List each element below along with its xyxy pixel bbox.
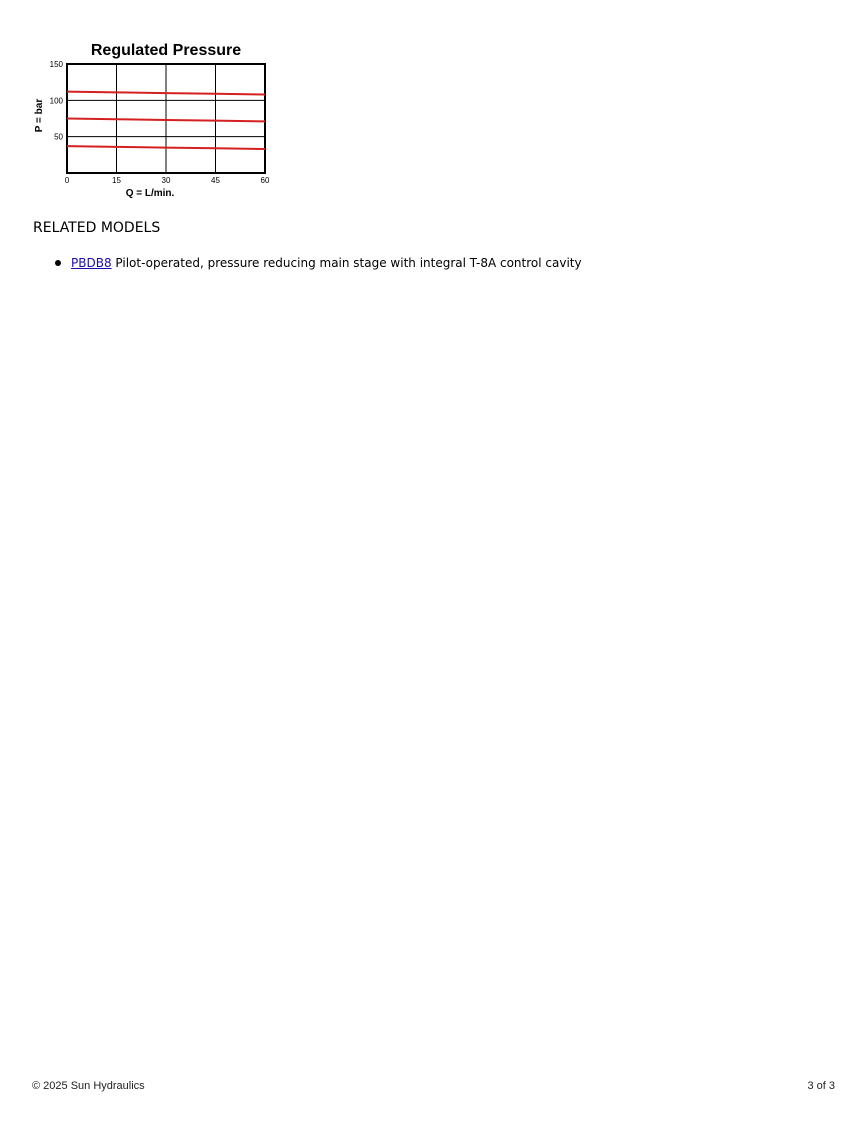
y-tick-label: 50 — [54, 132, 63, 142]
x-tick-label: 30 — [161, 176, 171, 185]
regulated-pressure-chart — [30, 38, 275, 203]
related-model-description: Pilot-operated, pressure reducing main stage with integral T-8A control cavity — [115, 256, 582, 270]
footer-page-number: 3 of 3 — [807, 1080, 835, 1092]
bullet-icon — [55, 260, 61, 266]
y-tick-label: 150 — [49, 60, 63, 69]
footer-copyright: © 2025 Sun Hydraulics — [32, 1080, 145, 1092]
chart-svg — [30, 38, 275, 203]
y-tick-label: 100 — [49, 96, 63, 106]
x-tick-label: 0 — [64, 176, 70, 185]
x-tick-label: 15 — [112, 176, 121, 185]
x-axis-label: Q = L/min. — [125, 188, 175, 199]
related-model-link[interactable]: PBDB8 — [71, 256, 112, 270]
chart-title: Regulated Pressure — [90, 42, 242, 59]
x-tick-label: 60 — [260, 176, 270, 185]
list-item — [0, 255, 582, 271]
related-models-list — [0, 255, 582, 271]
y-axis-label: P = bar — [34, 98, 45, 133]
related-models-heading: RELATED MODELS — [33, 220, 161, 236]
x-tick-label: 45 — [211, 176, 220, 185]
